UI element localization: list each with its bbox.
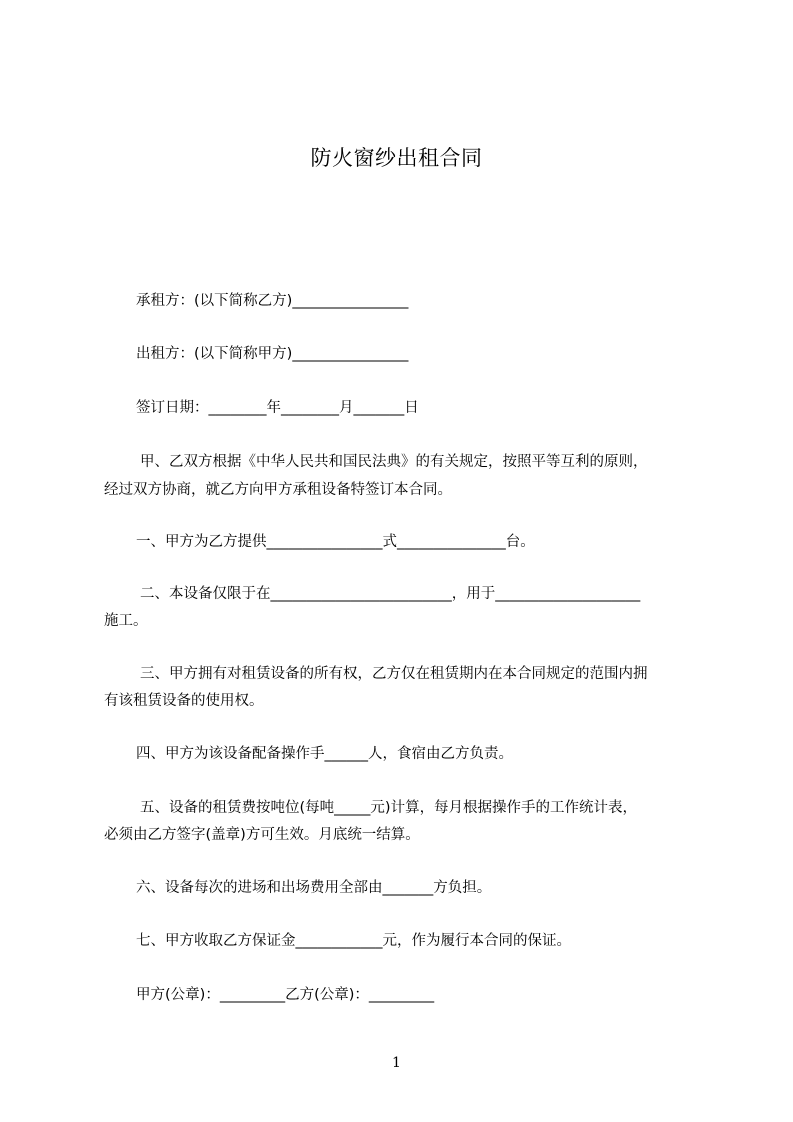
clause-2-line-2: 施工。 xyxy=(104,613,148,629)
lessor-line: 出租方：(以下简称甲方)________________ xyxy=(136,346,409,362)
lessee-line: 承租方：(以下简称乙方)________________ xyxy=(136,293,409,309)
clause-5-line-1: 五、设备的租赁费按吨位(每吨_____元)计算，每月根据操作手的工作统计表， xyxy=(140,800,638,816)
document-title: 防火窗纱出租合同 xyxy=(310,146,483,170)
intro-line-1: 甲、乙双方根据《中华人民共和国民法典》的有关规定，按照平等互利的原则， xyxy=(140,454,648,470)
clause-5-line-2: 必须由乙方签字(盖章)方可生效。月底统一结算。 xyxy=(104,827,420,843)
clause-4: 四、甲方为该设备配备操作手______人，食宿由乙方负责。 xyxy=(136,746,513,762)
sign-date-line: 签订日期：________年________月_______日 xyxy=(136,400,419,416)
intro-line-2: 经过双方协商，就乙方向甲方承租设备特签订本合同。 xyxy=(104,482,452,498)
clause-2-line-1: 二、本设备仅限于在_________________________，用于____________________ xyxy=(140,586,641,602)
clause-7: 七、甲方收取乙方保证金____________元，作为履行本合同的保证。 xyxy=(136,933,571,949)
page-number: 1 xyxy=(392,1055,401,1071)
clause-3-line-2: 有该租赁设备的使用权。 xyxy=(104,693,264,709)
clause-3-line-1: 三、甲方拥有对租赁设备的所有权，乙方仅在租赁期内在本合同规定的范围内拥 xyxy=(140,666,648,682)
clause-6: 六、设备每次的进场和出场费用全部由_______方负担。 xyxy=(136,880,492,896)
clause-1: 一、甲方为乙方提供________________式_______________台。 xyxy=(136,534,535,550)
signature-line: 甲方(公章)：_________乙方(公章)：_________ xyxy=(136,987,435,1003)
